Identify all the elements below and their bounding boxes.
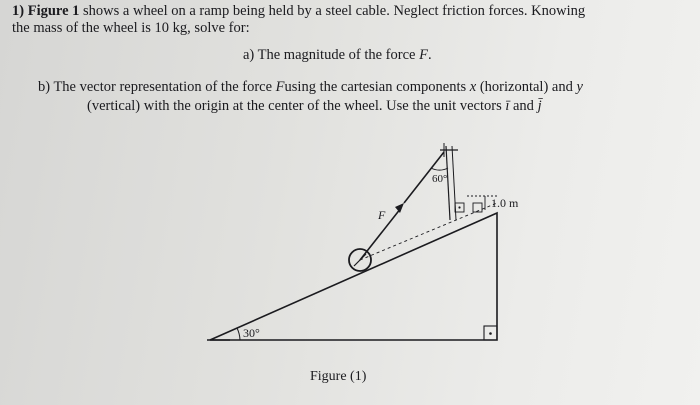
part-b-text-3: (horizontal) and (476, 79, 577, 95)
statement-text-1: shows a wheel on a ramp being held by a steel cable. Neglect friction forces. Knowing (79, 3, 586, 19)
ramp-angle-arc (237, 328, 240, 340)
cable-angle-arc (431, 168, 448, 170)
part-a-variable: F (419, 47, 428, 63)
top-right-angle-dot (458, 206, 460, 208)
part-b-and: and (513, 98, 538, 114)
ramp-angle-label: 30° (243, 326, 260, 340)
part-a-period: . (427, 47, 432, 63)
figure-caption: Figure (1) (310, 369, 367, 384)
height-label: 1.0 m (491, 196, 519, 210)
problem-statement-line-2: the mass of the wheel is 10 kg, solve for: (12, 20, 250, 36)
part-b-text-1: b) The vector representation of the force (38, 79, 276, 95)
problem-number: 1) (12, 3, 25, 19)
force-arrowhead (395, 203, 404, 213)
figure-reference: Figure 1 (27, 3, 80, 19)
cable-angle-label: 60° (432, 173, 448, 185)
part-b-y: y (576, 79, 583, 95)
unit-vector-i: ī (505, 98, 510, 114)
part-a-text: a) The magnitude of the force (243, 47, 420, 63)
force-label: F (378, 208, 386, 222)
part-b-variable: F (275, 79, 285, 95)
unit-vector-j: j̄ (537, 98, 542, 114)
part-b-text-2: using the cartesian components (284, 79, 470, 95)
ramp-triangle (210, 213, 497, 340)
part-b-text-4: (vertical) with the origin at the center of the wheel. Use the unit vectors (87, 98, 506, 114)
part-b-x: x (469, 79, 477, 95)
right-angle-dot (489, 332, 492, 335)
